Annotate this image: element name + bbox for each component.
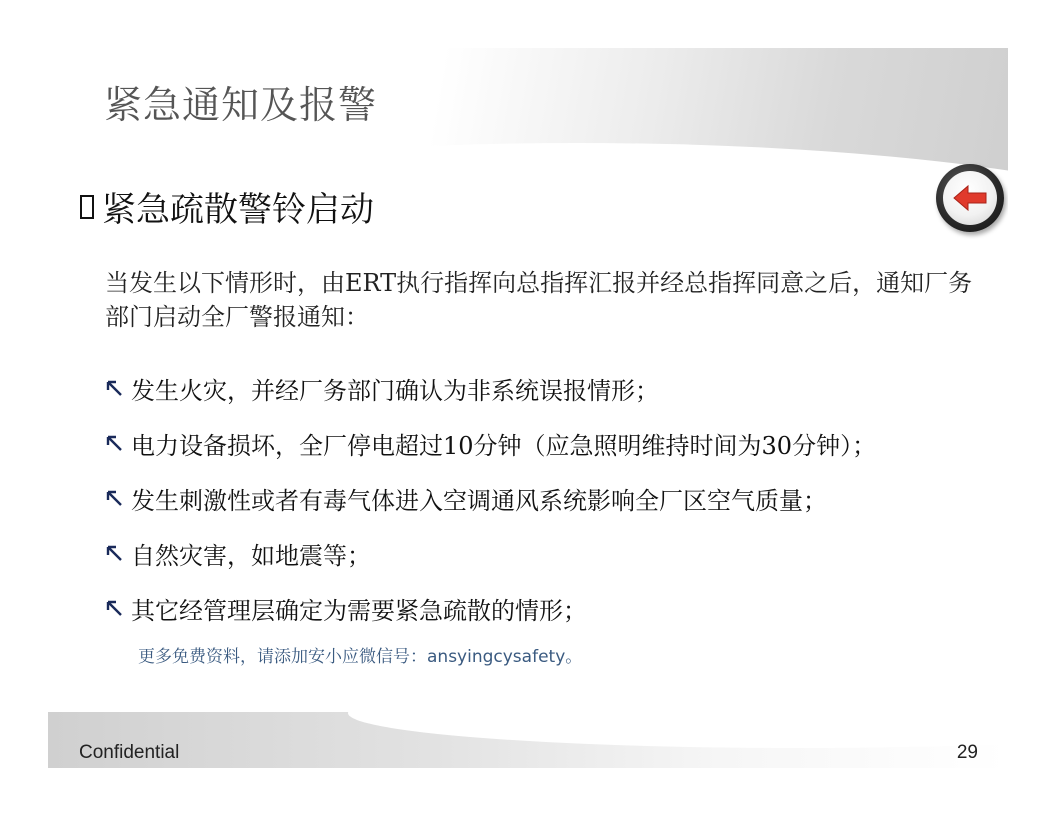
slide [48,48,1008,768]
list-item [105,581,1005,636]
list-item [105,361,1005,416]
list-item-text: 自然灾害，如地震等； [131,542,371,570]
arrow-up-left-icon [105,434,125,454]
promo-note: 更多免费资料，请添加安小应微信号：ansyingcysafety。 [138,647,583,667]
list-item-text: 电力设备损坏，全厂停电超过10分钟（应急照明维持时间为30分钟）； [131,432,877,460]
arrow-up-left-icon [105,599,125,619]
list-item-text: 发生火灾，并经厂务部门确认为非系统误报情形； [131,377,659,405]
section-heading [80,182,374,231]
page-number: 29 [956,742,978,763]
back-arrow-icon [952,184,988,212]
checkbox-icon [80,195,94,219]
list-item [105,416,1005,471]
intro-paragraph: 当发生以下情形时，由ERT执行指挥向总指挥汇报并经总指挥同意之后，通知厂务部门启动全厂警报通知： [105,269,973,331]
slide-title: 紧急通知及报警 [104,83,378,127]
section-heading-text: 紧急疏散警铃启动 [102,190,374,230]
back-button-face [943,171,997,225]
footer-confidential: Confidential [79,742,180,763]
arrow-up-left-icon [105,489,125,509]
arrow-up-left-icon [105,544,125,564]
bullet-list [105,361,1005,636]
list-item-text: 发生刺激性或者有毒气体进入空调通风系统影响全厂区空气质量； [131,487,827,515]
arrow-up-left-icon [105,379,125,399]
list-item-text: 其它经管理层确定为需要紧急疏散的情形； [131,597,587,625]
list-item [105,526,1005,581]
back-button[interactable] [936,164,1004,232]
list-item [105,471,1005,526]
